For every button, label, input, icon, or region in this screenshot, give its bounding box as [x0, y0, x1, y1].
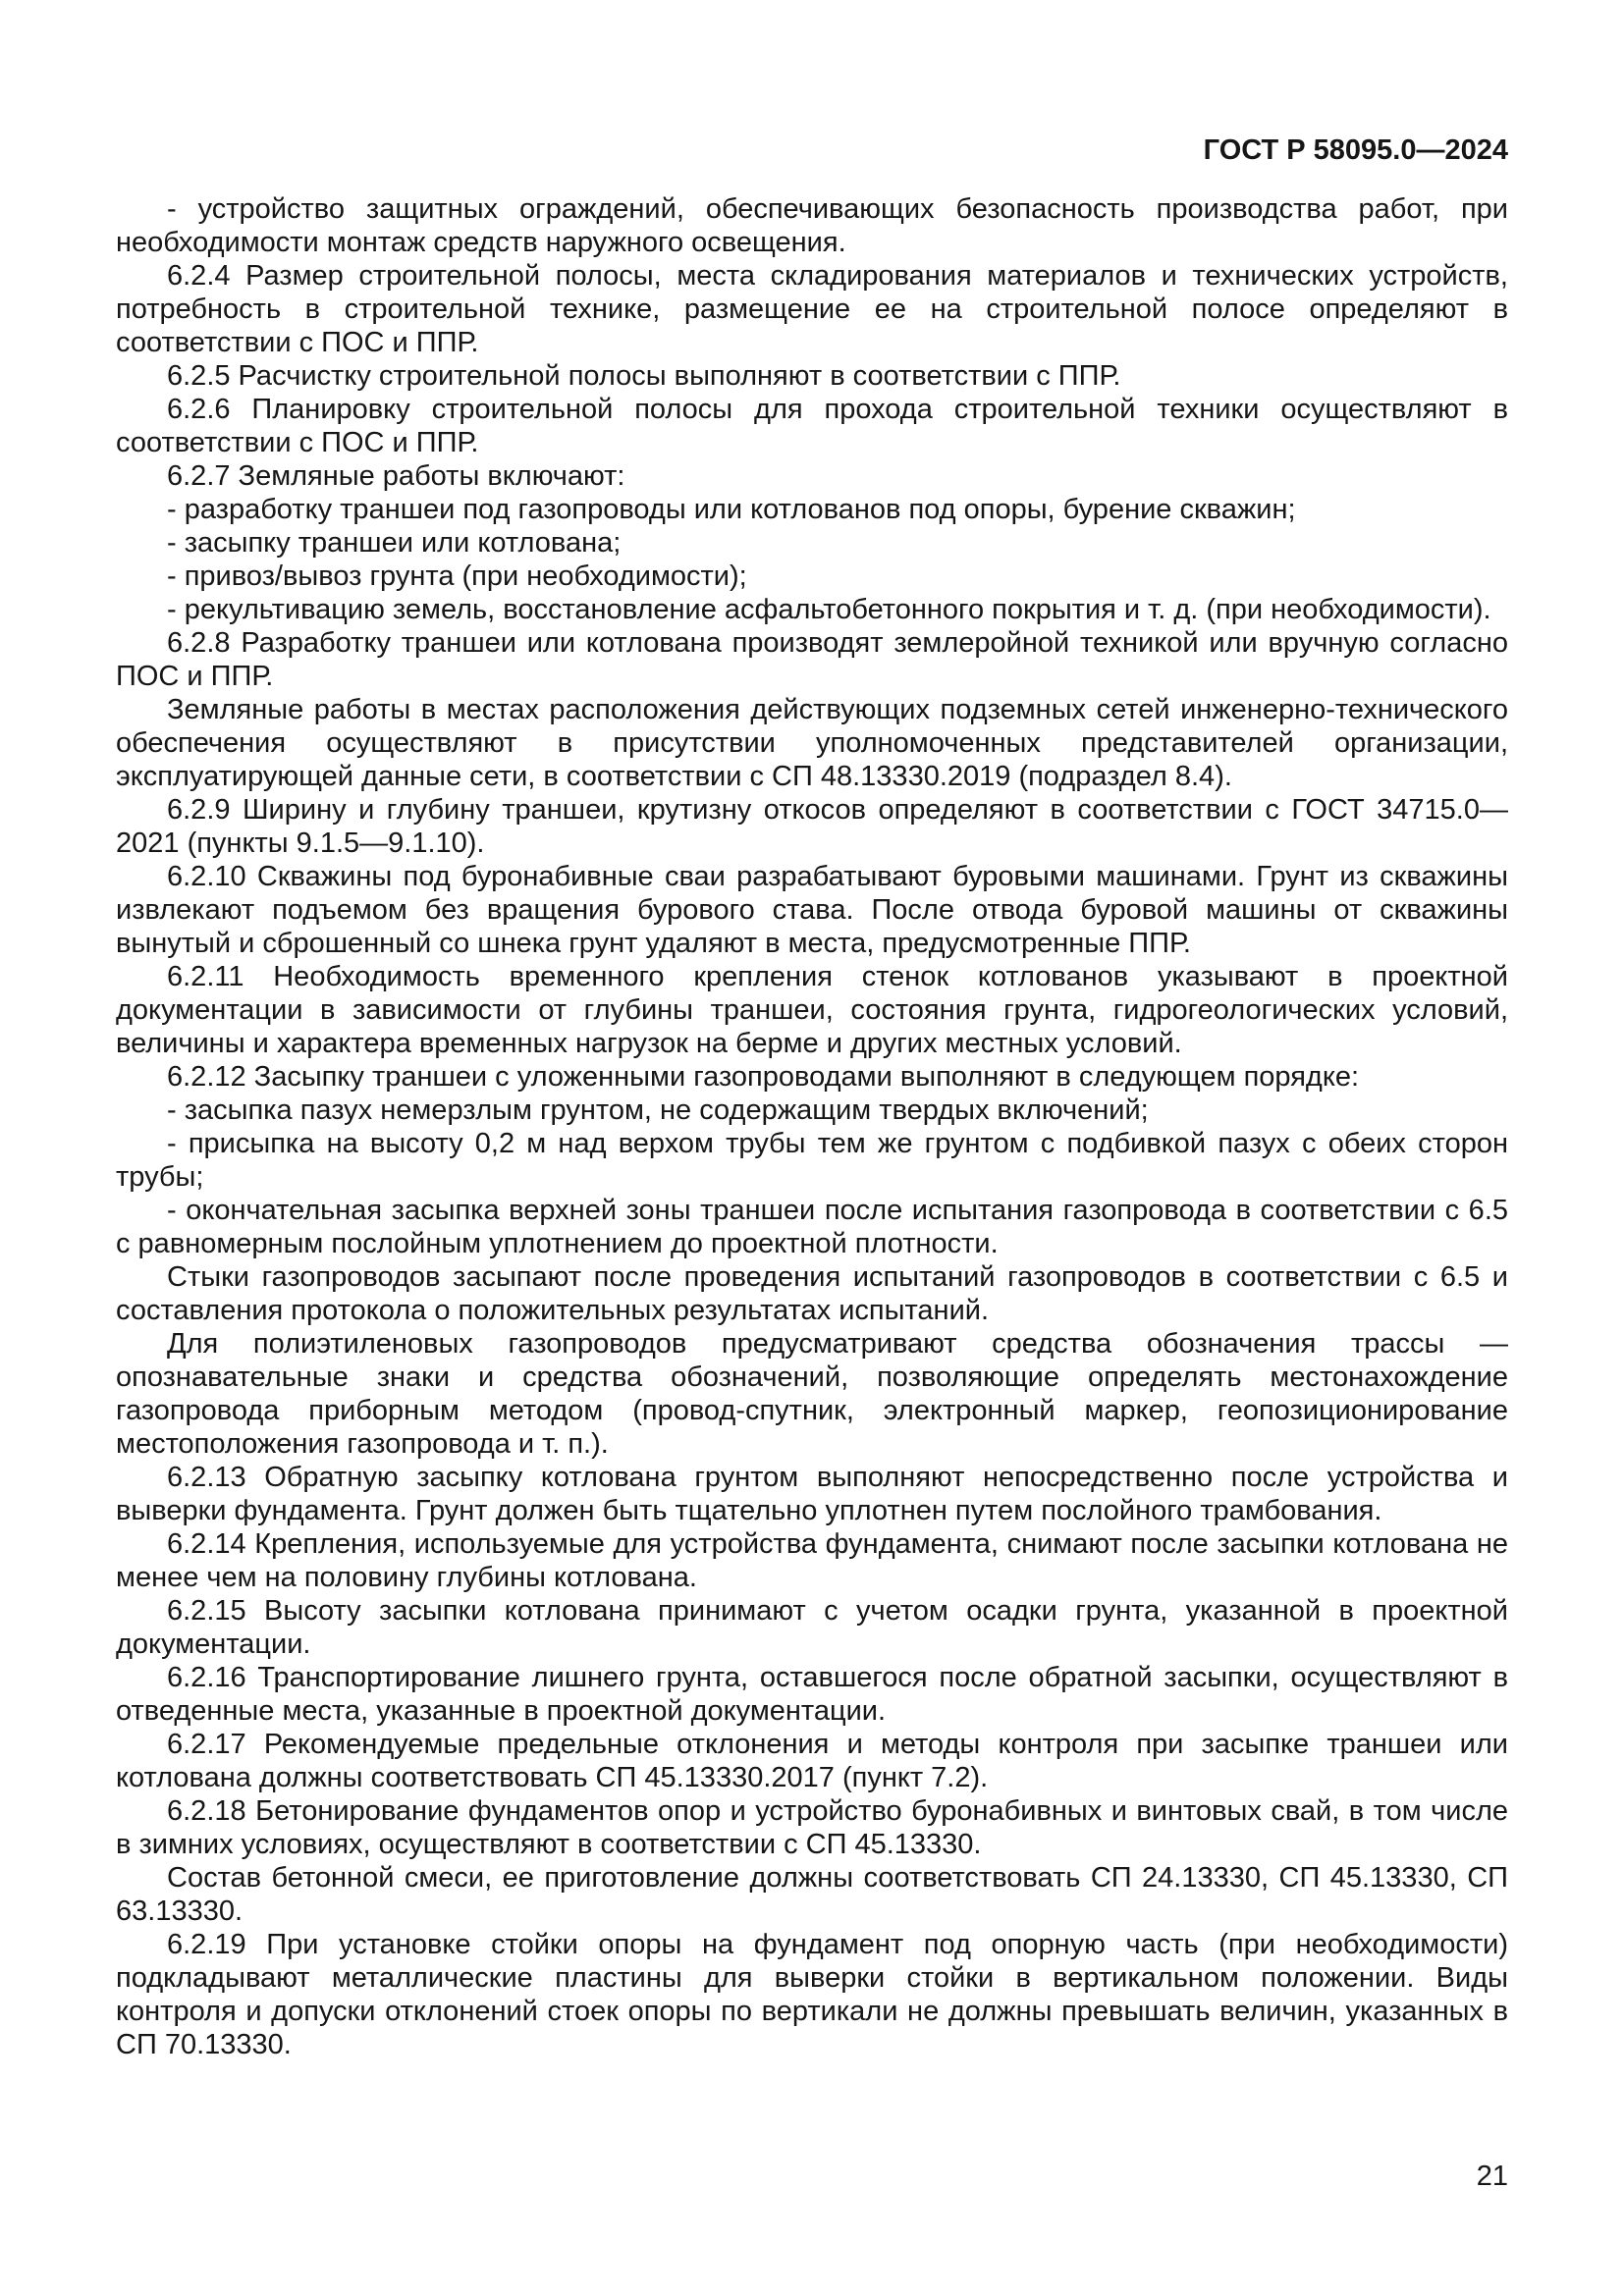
list-item-paragraph: - засыпку траншеи или котлована;	[167, 527, 622, 559]
paragraph: 6.2.16 Транспортирование лишнего грунта, оставшегося после обратной засыпки, осуществляют в отведенные места, указанные в проектной документации.	[116, 1662, 1508, 1727]
paragraph: 6.2.18 Бетонирование фундаментов опор и устройство буронабивных и винтовых свай, в том числе в зимних условиях, осуществляют в соответствии с СП 45.13330.	[116, 1795, 1508, 1860]
paragraph: 6.2.11 Необходимость временного крепления стенок котлованов указывают в проектной документации в зависимости от глубины траншеи, состояния грунта, гидрогеологических условий, величины и характера временных нагрузок на берме и других местных условий.	[116, 961, 1508, 1059]
paragraph: 6.2.5 Расчистку строительной полосы выполняют в соответствии с ППР.	[167, 360, 1121, 392]
paragraph: 6.2.6 Планировку строительной полосы для прохода строительной техники осуществляют в соответствии с ПОС и ППР.	[116, 394, 1508, 458]
paragraph: 6.2.10 Скважины под буронабивные сваи разрабатывают буровыми машинами. Грунт из скважины извлекают подъемом без вращения бурового става. После отвода буровой машины от скважины вынутый и сброшенный со шнека грунт удаляют в места, предусмотренные ППР.	[116, 861, 1508, 959]
list-item-paragraph: - присыпка на высоту 0,2 м над верхом трубы тем же грунтом с подбивкой пазух с обеих сторон трубы;	[116, 1128, 1508, 1193]
paragraph: 6.2.9 Ширину и глубину траншеи, крутизну откосов определяют в соответствии с ГОСТ 34715.0—2021 (пункты 9.1.5—9.1.10).	[116, 794, 1508, 859]
list-item-paragraph: - окончательная засыпка верхней зоны траншеи после испытания газопровода в соответствии с 6.5 с равномерным послойным уплотнением до проектной плотности.	[116, 1195, 1508, 1259]
paragraph: Для полиэтиленовых газопроводов предусматривают средства обозначения трассы — опознавательные знаки и средства обозначений, позволяющие определять местонахождение газопровода приборным методом (провод-спутник, электронный маркер, геопозиционирование местоположения газопровода и т. п.).	[116, 1328, 1508, 1460]
paragraph: 6.2.12 Засыпку траншеи с уложенными газопроводами выполняют в следующем порядке:	[167, 1061, 1360, 1093]
document-body	[116, 192, 1508, 2061]
paragraph: 6.2.17 Рекомендуемые предельные отклонения и методы контроля при засыпке траншеи или котлована должны соответствовать СП 45.13330.2017 (пункт 7.2).	[116, 1729, 1508, 1793]
paragraph: 6.2.14 Крепления, используемые для устройства фундамента, снимают после засыпки котлована не менее чем на половину глубины котлована.	[116, 1528, 1508, 1593]
paragraph: Состав бетонной смеси, ее приготовление должны соответствовать СП 24.13330, СП 45.13330, СП 63.13330.	[116, 1862, 1508, 1927]
page-number: 21	[1476, 2161, 1508, 2192]
paragraph: 6.2.4 Размер строительной полосы, места складирования материалов и технических устройств, потребность в строительной технике, размещение ее на строительной полосе определяют в соответствии с ПОС и ППР.	[116, 260, 1508, 358]
page-footer	[116, 2160, 1508, 2193]
list-item-paragraph: - устройство защитных ограждений, обеспечивающих безопасность производства работ, при необходимости монтаж средств наружного освещения.	[116, 193, 1508, 258]
paragraph: 6.2.13 Обратную засыпку котлована грунтом выполняют непосредственно после устройства и выверки фундамента. Грунт должен быть тщательно уплотнен путем послойного трамбования.	[116, 1462, 1508, 1526]
paragraph: Стыки газопроводов засыпают после проведения испытаний газопроводов в соответствии с 6.5 и составления протокола о положительных результатах испытаний.	[116, 1261, 1508, 1326]
standard-designation: ГОСТ Р 58095.0—2024	[1203, 134, 1508, 166]
page-header	[116, 133, 1508, 167]
paragraph: 6.2.15 Высоту засыпки котлована принимают с учетом осадки грунта, указанной в проектной документации.	[116, 1595, 1508, 1660]
list-item-paragraph: - разработку траншеи под газопроводы или котлованов под опоры, бурение скважин;	[167, 494, 1296, 525]
list-item-paragraph: - рекультивацию земель, восстановление асфальтобетонного покрытия и т. д. (при необходимости).	[167, 594, 1491, 625]
paragraph: 6.2.8 Разработку траншеи или котлована производят землеройной техникой или вручную согласно ПОС и ППР.	[116, 627, 1508, 692]
paragraph: 6.2.7 Земляные работы включают:	[167, 460, 625, 492]
list-item-paragraph: - засыпка пазух немерзлым грунтом, не содержащим твердых включений;	[167, 1095, 1149, 1126]
paragraph: 6.2.19 При установке стойки опоры на фундамент под опорную часть (при необходимости) подкладывают металлические пластины для выверки стойки в вертикальном положении. Виды контроля и допуски отклонений стоек опоры по вертикали не должны превышать величин, указанных в СП 70.13330.	[116, 1929, 1508, 2060]
list-item-paragraph: - привоз/вывоз грунта (при необходимости);	[167, 561, 747, 592]
paragraph: Земляные работы в местах расположения действующих подземных сетей инженерно-технического обеспечения осуществляют в присутствии уполномоченных представителей организации, эксплуатирующей данные сети, в соответствии с СП 48.13330.2019 (подраздел 8.4).	[116, 694, 1508, 792]
